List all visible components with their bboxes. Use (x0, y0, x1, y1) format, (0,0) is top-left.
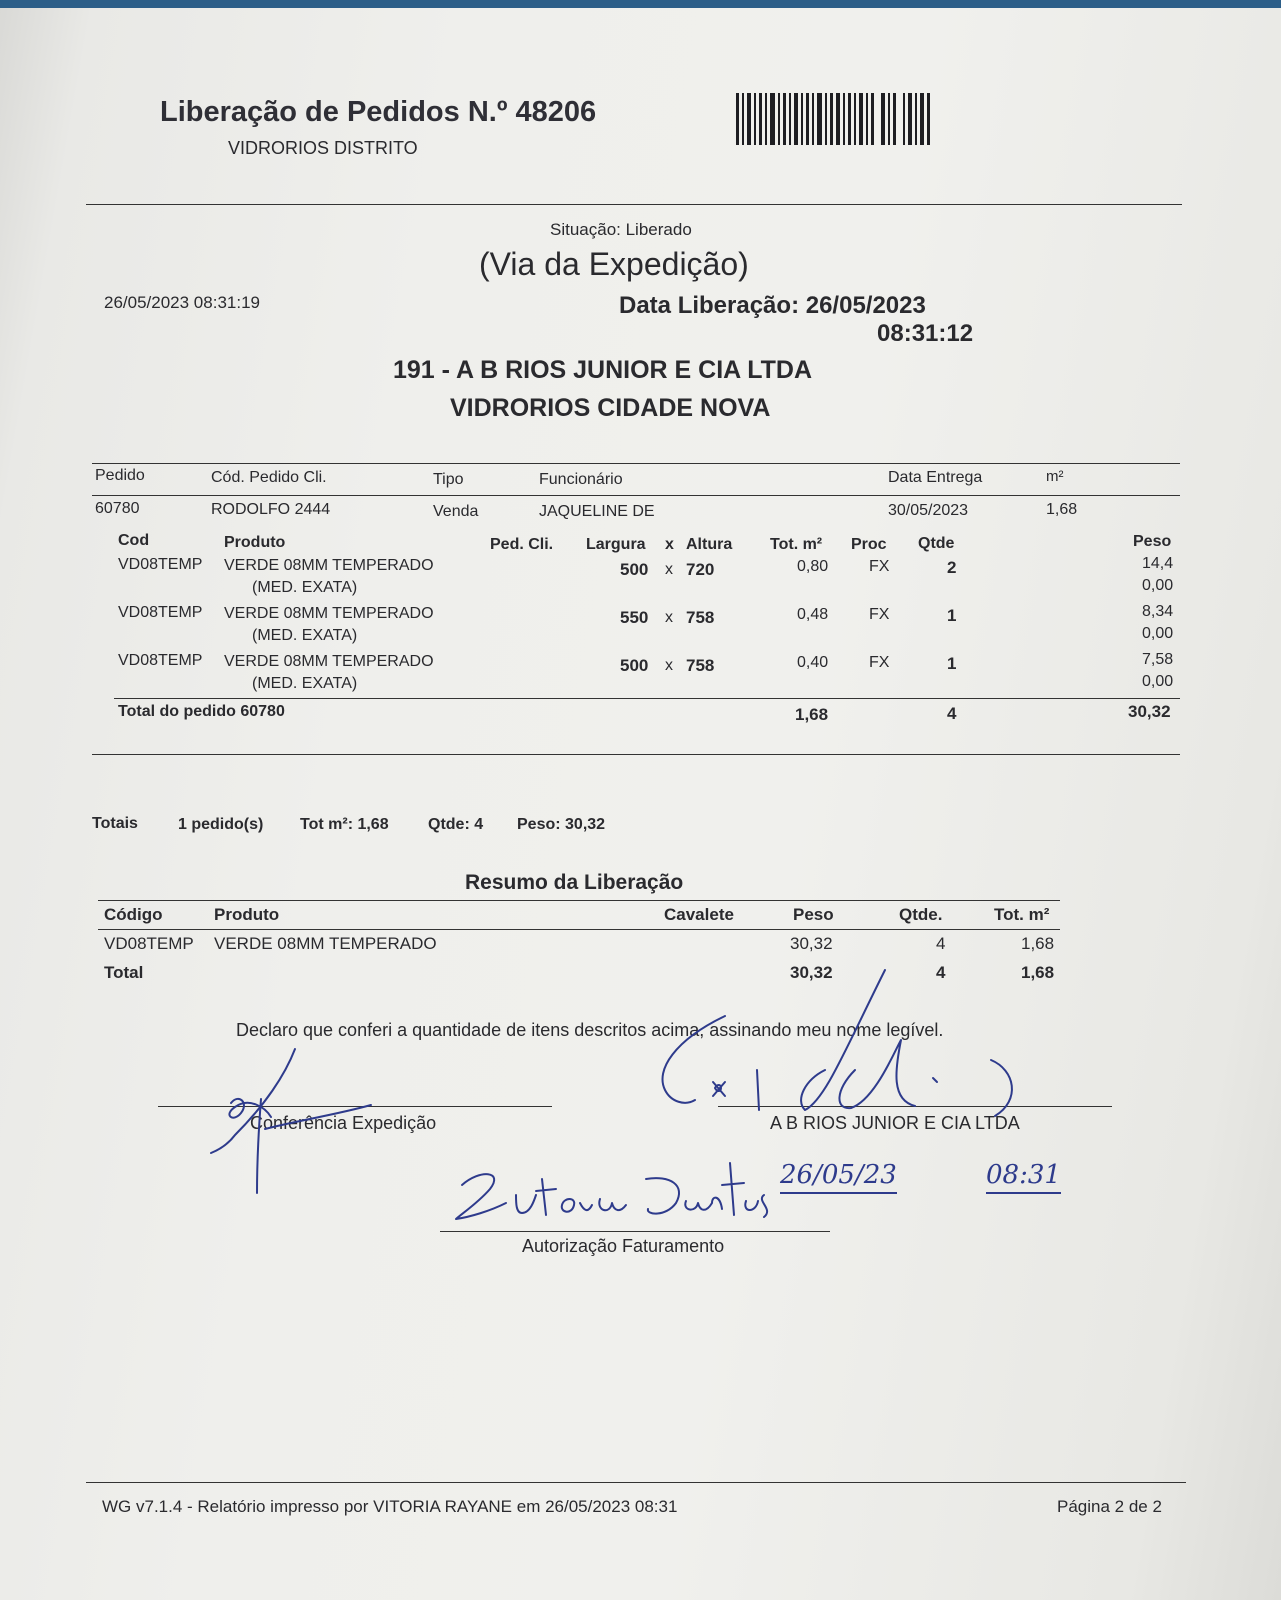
item-largura: 550 (620, 608, 649, 627)
declaration-text: Declaro que conferi a quantidade de itens descritos acima, assinando meu nome legível. (236, 1020, 944, 1040)
footer-divider (86, 1482, 1186, 1483)
header-divider (86, 204, 1182, 205)
summary-qtde: 4 (936, 934, 946, 953)
col-pedido: Pedido (95, 467, 145, 484)
summary-total-peso: 30,32 (790, 963, 833, 982)
items-col-altura: Altura (686, 536, 733, 553)
document-title: Liberação de Pedidos N.º 48206 (160, 96, 597, 128)
order-tipo: Venda (433, 503, 479, 520)
totals-peso: Peso: 30,32 (517, 816, 606, 833)
client-branch: VIDRORIOS CIDADE NOVA (450, 394, 771, 422)
item-proc: FX (869, 654, 890, 671)
copy-label: (Via da Expedição) (479, 246, 749, 282)
item-peso: 8,34 (1142, 603, 1174, 620)
item-tot-m2: 0,48 (797, 606, 829, 623)
summary-col-produto: Produto (214, 905, 280, 924)
col-data-entrega: Data Entrega (888, 469, 983, 486)
client-signature (655, 960, 1055, 1130)
autorizacao-signature (450, 1155, 770, 1235)
items-col-largura: Largura (586, 536, 646, 553)
summary-peso: 30,32 (790, 934, 833, 953)
item-proc: FX (869, 606, 890, 623)
conferencia-signature (205, 1045, 385, 1195)
release-time: 08:31:12 (877, 320, 974, 347)
order-top-divider (92, 463, 1180, 464)
order-data-entrega: 30/05/2023 (888, 502, 969, 519)
item-qtde: 1 (947, 606, 957, 625)
items-col-peso: Peso (1133, 533, 1172, 550)
summary-codigo: VD08TEMP (104, 934, 194, 953)
order-cod-pedido-cli: RODOLFO 2444 (211, 501, 331, 518)
summary-title: Resumo da Liberação (465, 871, 684, 894)
item-produto: VERDE 08MM TEMPERADO (224, 557, 434, 574)
items-col-cod: Cod (118, 532, 150, 549)
item-largura: 500 (620, 560, 649, 579)
item-cod: VD08TEMP (118, 652, 203, 669)
totals-pedidos: 1 pedido(s) (178, 816, 264, 833)
items-col-proc: Proc (851, 536, 887, 553)
item-obs: (MED. EXATA) (252, 627, 358, 644)
order-funcionario: JAQUELINE DE (539, 503, 655, 520)
item-cod: VD08TEMP (118, 604, 203, 621)
totals-qtde: Qtde: 4 (428, 816, 484, 833)
handwritten-time: 08:31 (986, 1160, 1061, 1194)
summary-col-peso: Peso (793, 905, 834, 924)
item-altura: 758 (686, 608, 715, 627)
item-qtde: 1 (947, 654, 957, 673)
item-produto: VERDE 08MM TEMPERADO (224, 653, 434, 670)
item-x: x (665, 657, 673, 674)
col-m2: m² (1046, 468, 1064, 485)
printed-timestamp: 26/05/2023 08:31:19 (104, 293, 260, 312)
item-peso-extra: 0,00 (1142, 673, 1174, 690)
client-name: 191 - A B RIOS JUNIOR E CIA LTDA (393, 356, 813, 384)
conferencia-label: Conferência Expedição (250, 1113, 437, 1133)
summary-col-qtde: Qtde. (899, 905, 943, 924)
company-subtitle: VIDRORIOS DISTRITO (228, 138, 418, 158)
summary-total-tot-m2: 1,68 (1021, 963, 1055, 982)
items-col-tot-m2: Tot. m² (770, 536, 823, 553)
items-col-produto: Produto (224, 534, 286, 551)
release-date: Data Liberação: 26/05/2023 (619, 292, 926, 319)
order-header-divider (92, 495, 1180, 496)
items-col-qtde: Qtde (918, 535, 955, 552)
page-number: Página 2 de 2 (1057, 1497, 1162, 1516)
totals-m2: Tot m²: 1,68 (300, 816, 389, 833)
item-peso: 7,58 (1142, 651, 1174, 668)
order-total-peso: 30,32 (1128, 702, 1171, 721)
item-altura: 720 (686, 560, 715, 579)
handwritten-date: 26/05/23 (780, 1160, 897, 1194)
item-altura: 758 (686, 656, 715, 675)
summary-top-divider (98, 900, 1060, 901)
item-obs: (MED. EXATA) (252, 579, 358, 596)
col-tipo: Tipo (433, 471, 464, 488)
order-total-divider (114, 698, 1180, 699)
items-col-ped-cli: Ped. Cli. (490, 536, 554, 553)
item-x: x (665, 609, 673, 626)
autorizacao-label: Autorização Faturamento (522, 1236, 725, 1256)
col-funcionario: Funcionário (539, 471, 623, 488)
item-proc: FX (869, 558, 890, 575)
summary-col-codigo: Código (104, 905, 163, 924)
item-produto: VERDE 08MM TEMPERADO (224, 605, 434, 622)
item-x: x (665, 561, 673, 578)
summary-total-qtde: 4 (936, 963, 946, 982)
item-peso: 14,4 (1142, 555, 1174, 572)
summary-col-tot-m2: Tot. m² (994, 905, 1050, 924)
summary-produto: VERDE 08MM TEMPERADO (214, 934, 437, 953)
summary-col-cavalete: Cavalete (664, 905, 734, 924)
order-m2: 1,68 (1046, 501, 1078, 518)
order-bottom-divider (92, 754, 1180, 755)
item-peso-extra: 0,00 (1142, 577, 1174, 594)
col-cod-pedido-cli: Cód. Pedido Cli. (211, 469, 327, 486)
items-col-x: x (665, 536, 674, 553)
footer-print-info: WG v7.1.4 - Relatório impresso por VITORIA RAYANE em 26/05/2023 08:31 (102, 1497, 678, 1516)
item-tot-m2: 0,40 (797, 654, 829, 671)
summary-header-divider (98, 929, 1060, 930)
client-signature-label: A B RIOS JUNIOR E CIA LTDA (770, 1113, 1020, 1133)
summary-tot-m2: 1,68 (1021, 934, 1055, 953)
item-peso-extra: 0,00 (1142, 625, 1174, 642)
order-total-qtde: 4 (947, 704, 957, 723)
item-cod: VD08TEMP (118, 556, 203, 573)
barcode-icon (736, 93, 930, 145)
order-total-label: Total do pedido 60780 (118, 703, 285, 720)
item-largura: 500 (620, 656, 649, 675)
item-tot-m2: 0,80 (797, 558, 829, 575)
totals-label: Totais (92, 815, 138, 832)
summary-total-label: Total (104, 963, 144, 982)
status-label: Situação: Liberado (550, 220, 692, 239)
order-pedido: 60780 (95, 500, 140, 517)
order-total-m2: 1,68 (795, 705, 829, 724)
item-obs: (MED. EXATA) (252, 675, 358, 692)
item-qtde: 2 (947, 558, 957, 577)
